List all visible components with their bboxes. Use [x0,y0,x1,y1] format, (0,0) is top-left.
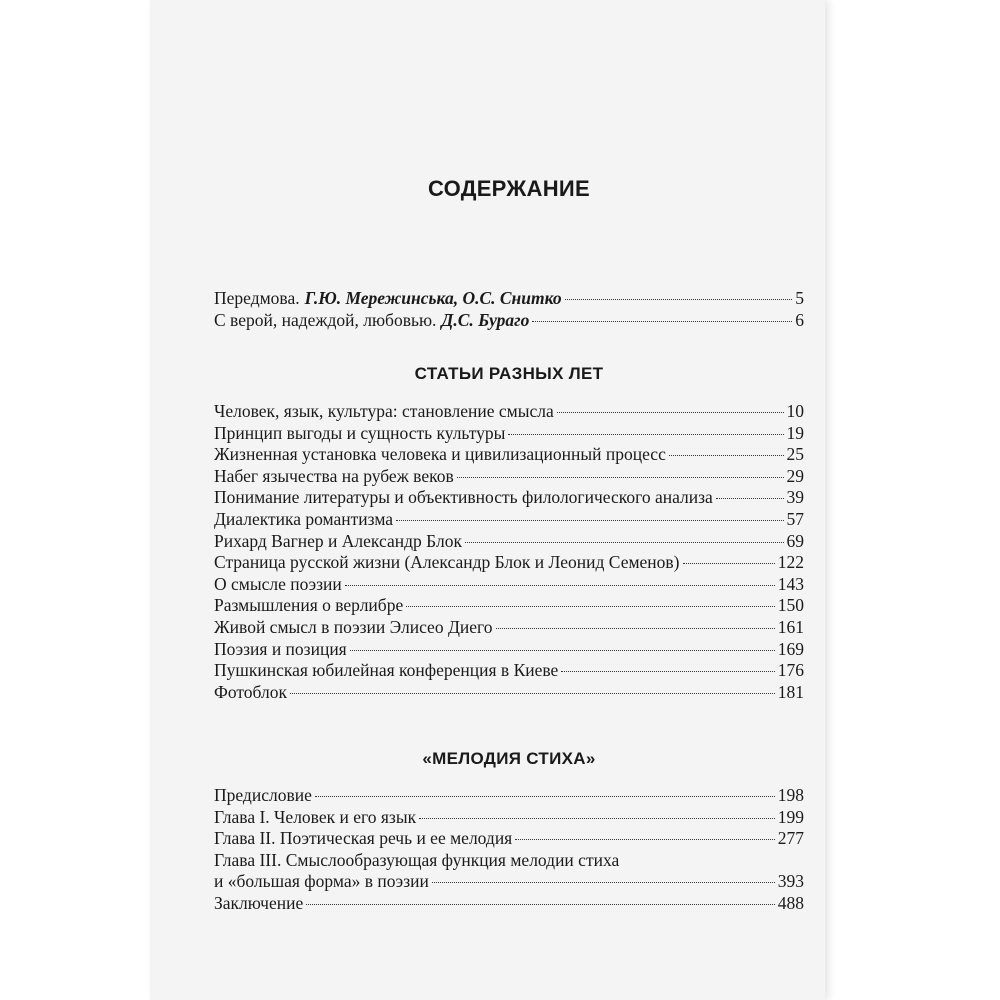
dot-leader [532,321,792,322]
dot-leader [457,477,784,478]
dot-leader [561,671,774,672]
entry-page: 29 [786,465,804,486]
entry-page: 122 [777,552,804,573]
dot-leader [350,650,775,651]
dot-leader [496,628,775,629]
toc-entry [214,401,804,423]
entry-page: 25 [786,444,804,465]
toc-entry [214,574,804,596]
entry-title: Набег язычества на рубеж веков [214,465,454,486]
section1-list [214,401,804,703]
entry-author: Г.Ю. Мережинська, О.С. Снитко [304,288,562,308]
toc-entry [214,466,804,488]
dot-leader [716,498,784,499]
toc-entry [214,785,804,807]
entry-title: Пушкинская юбилейная конференция в Киеве [214,660,559,681]
entry-page: 393 [777,871,804,892]
dot-leader [406,606,775,607]
dot-leader [345,585,775,586]
toc-entry [214,828,804,850]
entry-page: 10 [786,401,804,421]
dot-leader [515,839,775,840]
entry-title: Глава II. Поэтическая речь и ее мелодия [214,828,513,849]
entry-page: 198 [777,785,804,805]
entry-page: 39 [786,487,804,508]
entry-title: Фотоблок [214,681,287,702]
dot-leader [432,882,775,883]
toc-entry [214,639,804,661]
entry-page: 19 [786,422,804,443]
entry-page: 199 [777,806,804,827]
entry-title: Страница русской жизни (Александр Блок и Леонид Семенов) [214,552,680,573]
entry-page: 488 [777,892,804,913]
entry-title: Человек, язык, культура: становление смысла [214,401,554,421]
toc-entry [214,552,804,574]
toc-entry [214,310,804,332]
entry-page: 277 [777,828,804,849]
entry-title: Понимание литературы и объективность филологического анализа [214,487,713,508]
intro-list [214,288,804,331]
entry-title: Принцип выгоды и сущность культуры [214,422,506,443]
dot-leader [669,455,784,456]
entry-page: 161 [777,616,804,637]
section-heading: «МЕЛОДИЯ СТИХА» [422,749,596,768]
toc-entry [214,423,804,445]
toc-entry [214,509,804,531]
entry-title: Живой смысл в поэзии Элисео Диего [214,616,493,637]
entry-title: Глава I. Человек и его язык [214,806,417,827]
toc-entry [214,893,804,915]
entry-title: О смысле поэзии [214,573,342,594]
entry-title: Поэзия и позиция [214,638,347,659]
entry-title: Размышления о верлибре [214,595,404,616]
toc-entry [214,288,804,310]
entry-title-line1: Глава III. Смыслообразующая функция мелодии стиха [214,849,620,870]
dot-leader [315,796,775,797]
entry-title: Заключение [214,892,304,913]
section2-list [214,785,804,915]
entry-title: Рихард Вагнер и Александр Блок [214,530,462,551]
toc-entry [214,595,804,617]
toc-entry [214,487,804,509]
dot-leader [396,520,783,521]
entry-page: 169 [777,638,804,659]
entry-title: Предисловие [214,785,312,805]
entry-page: 176 [777,660,804,681]
dot-leader [565,299,793,300]
entry-title: Жизненная установка человека и цивилизационный процесс [214,444,666,465]
entry-page: 5 [795,288,804,308]
entry-page: 181 [777,681,804,702]
entry-title: Диалектика романтизма [214,508,394,529]
entry-title: Передмова. [214,288,300,308]
dot-leader [557,412,784,413]
toc-entry [214,871,804,893]
entry-page: 150 [777,595,804,616]
toc-entry [214,444,804,466]
section-heading: СТАТЬИ РАЗНЫХ ЛЕТ [414,364,604,383]
entry-page: 57 [786,508,804,529]
dot-leader [508,434,783,435]
toc-entry [214,617,804,639]
entry-title-line2: и «большая форма» в поэзии [214,871,429,892]
entry-page: 6 [795,309,804,330]
entry-author: Д.С. Бураго [441,309,530,330]
entry-page: 69 [786,530,804,551]
toc-entry [214,807,804,829]
toc-entry [214,682,804,704]
entry-title: С верой, надеждой, любовью. [214,309,437,330]
dot-leader [465,542,784,543]
dot-leader [290,693,775,694]
toc-entry [214,660,804,682]
dot-leader [683,563,775,564]
entry-page: 143 [777,573,804,594]
dot-leader [306,904,775,905]
toc-entry [214,531,804,553]
page-title: СОДЕРЖАНИЕ [427,176,591,201]
dot-leader [419,818,775,819]
